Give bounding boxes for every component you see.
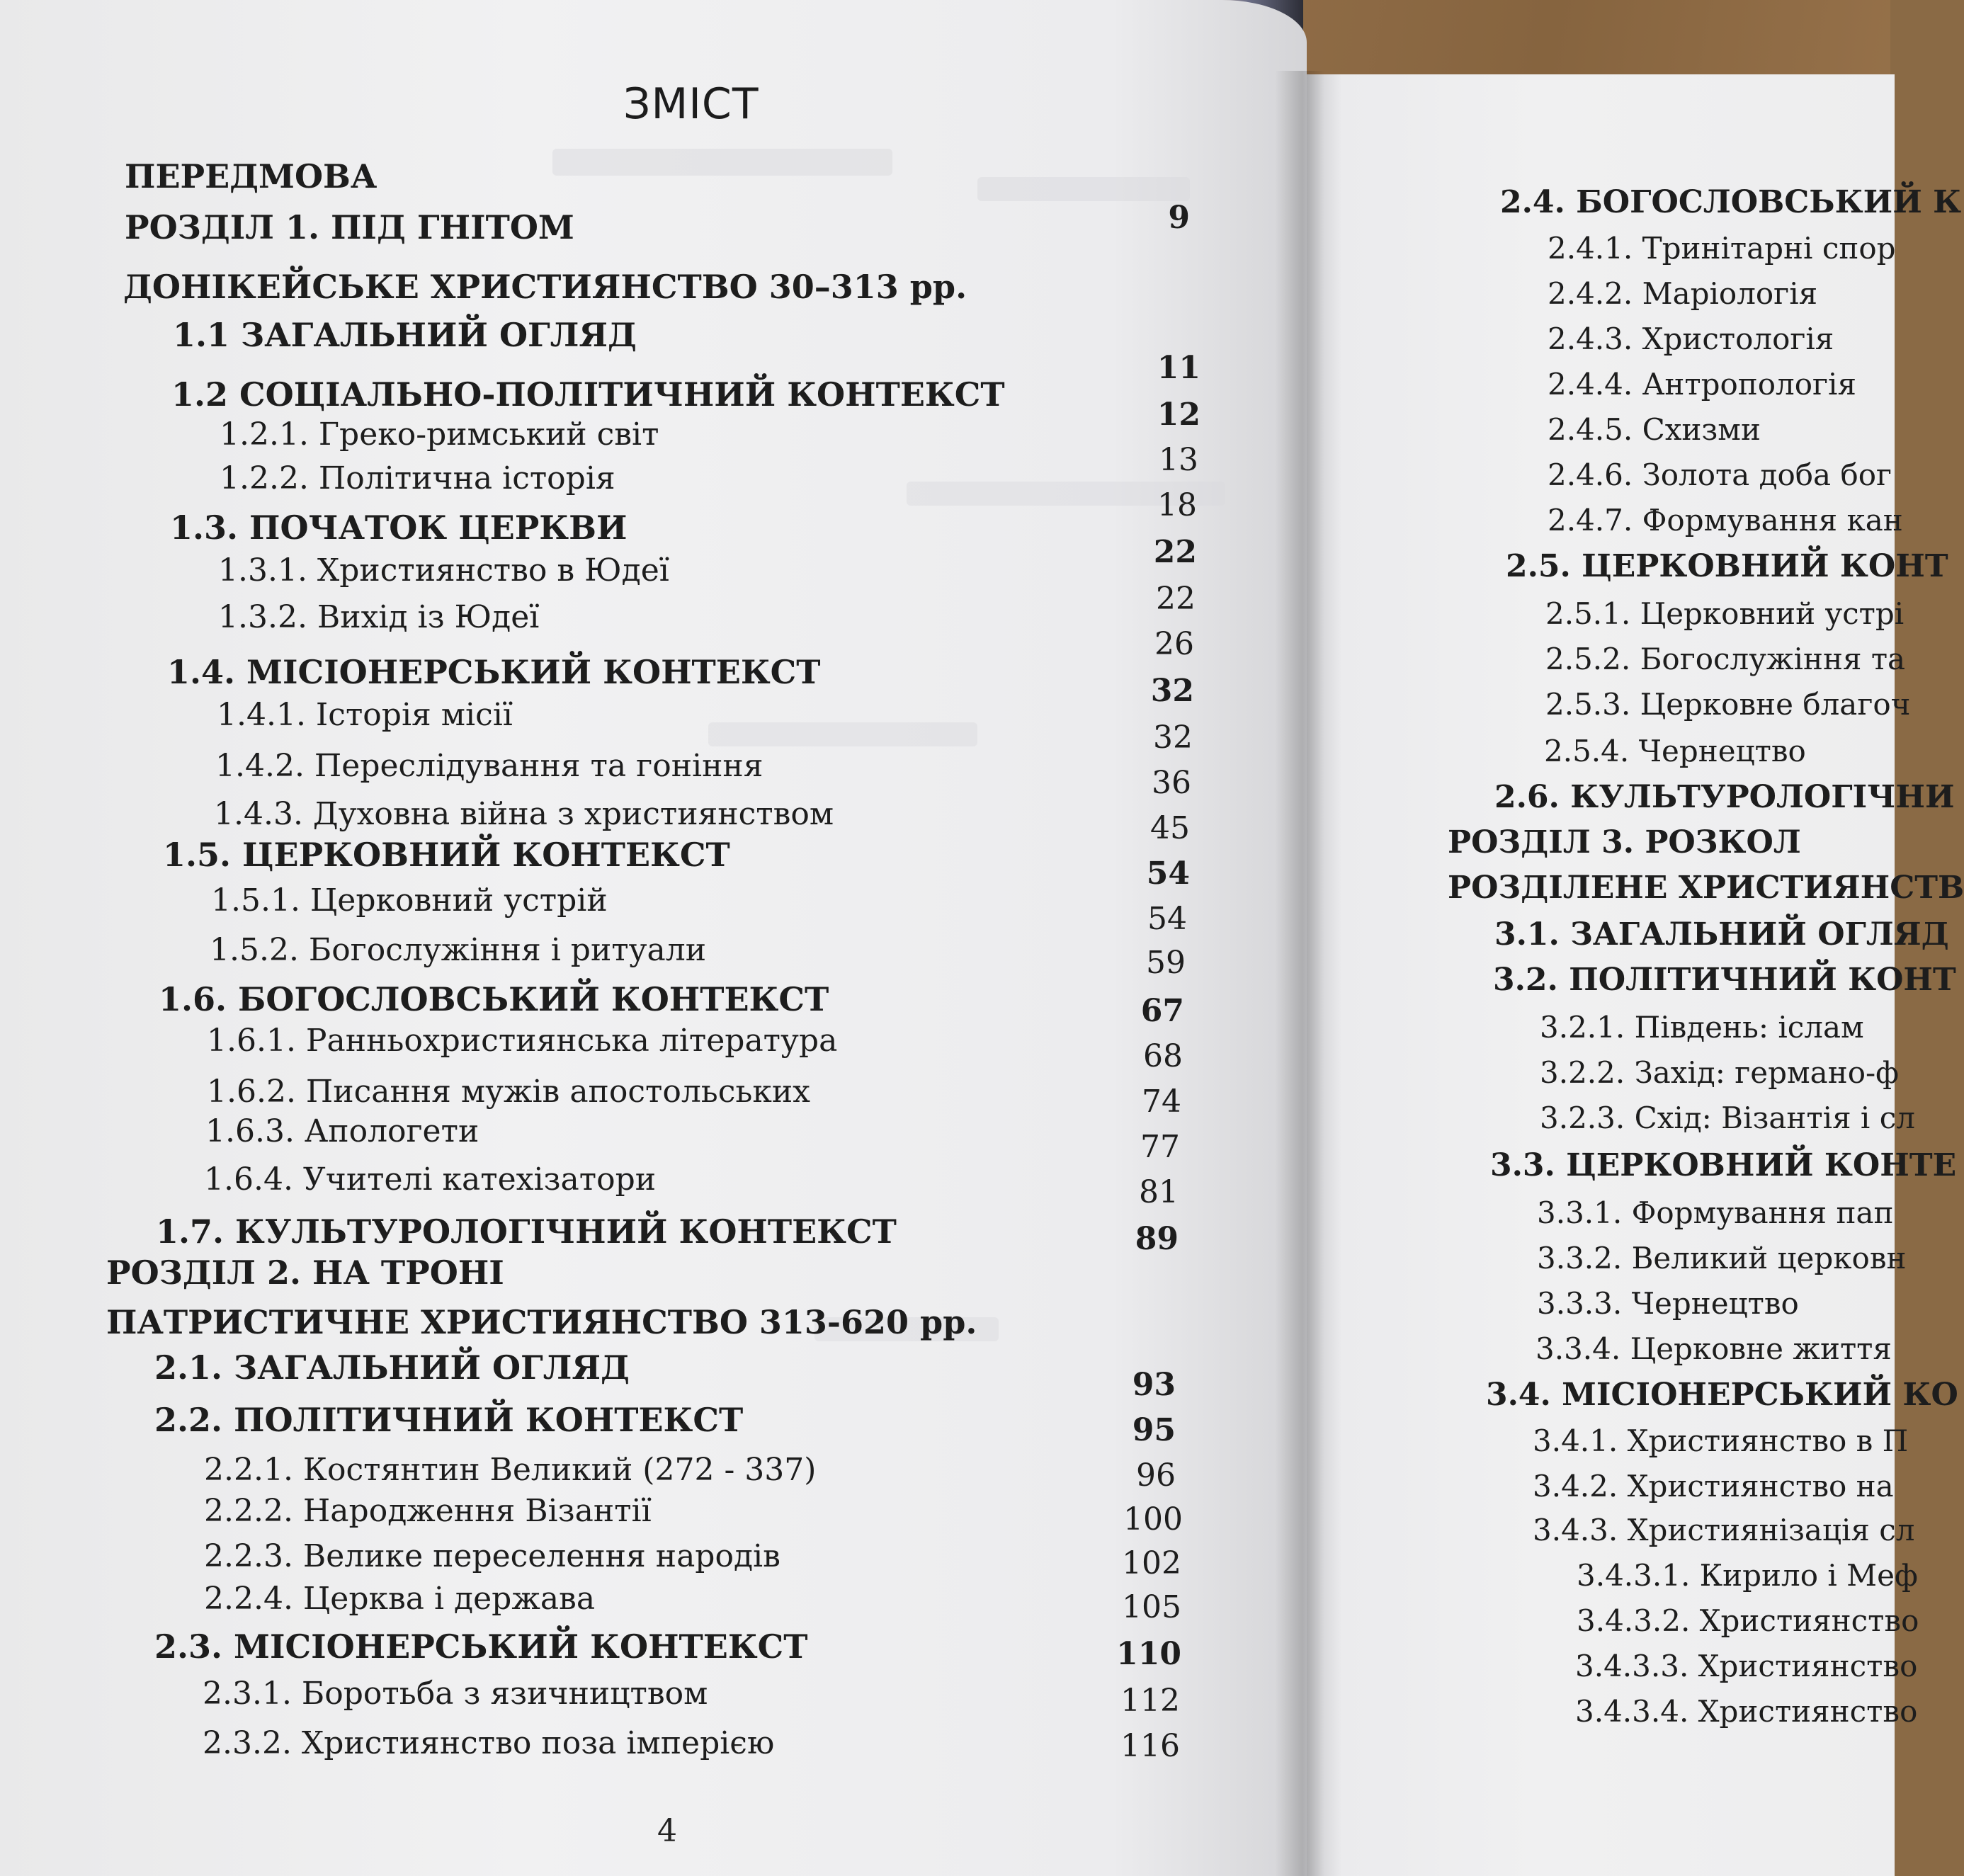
- toc-entry: 2.5.1. Церковний устрі: [1545, 596, 1905, 631]
- toc-entry: 2.2.4. Церква і держава: [204, 1581, 596, 1617]
- toc-entry: 1.2.2. Політична історія: [220, 460, 615, 496]
- toc-entry: 2.4.1. Тринітарні спор: [1548, 231, 1896, 266]
- toc-entry: 3.3.3. Чернецтво: [1537, 1286, 1799, 1321]
- toc-entry: ПАТРИСТИЧНЕ ХРИСТИЯНСТВО 313-620 рр.: [106, 1303, 977, 1341]
- toc-entry: 3.2. ПОЛІТИЧНИЙ КОНТ: [1493, 962, 1956, 998]
- toc-page-number: 81: [1139, 1174, 1179, 1210]
- toc-page-number: 36: [1152, 765, 1191, 801]
- toc-entry: 3.4.3. Християнізація сл: [1533, 1513, 1915, 1547]
- page-title: ЗМІСТ: [623, 79, 759, 129]
- toc-page-number: 12: [1157, 397, 1200, 433]
- toc-entry: 1.6.2. Писання мужів апостольських: [207, 1074, 810, 1110]
- bleed-through-mark: [552, 149, 892, 176]
- toc-page-number: 22: [1156, 581, 1196, 617]
- toc-entry: 3.3. ЦЕРКОВНИЙ КОНТЕ: [1490, 1147, 1957, 1183]
- toc-entry: 2.4.5. Схизми: [1548, 412, 1761, 447]
- toc-entry: 1.1 ЗАГАЛЬНИЙ ОГЛЯД: [173, 316, 637, 354]
- toc-entry: 2.5. ЦЕРКОВНИЙ КОНТ: [1506, 548, 1948, 584]
- toc-entry: 2.3.2. Християнство поза імперією: [203, 1725, 775, 1761]
- toc-entry: 3.4.3.1. Кирило і Меф: [1577, 1558, 1918, 1593]
- toc-entry: 3.2.1. Південь: іслам: [1540, 1010, 1864, 1045]
- toc-entry: 3.4.2. Християнство на: [1533, 1469, 1894, 1503]
- toc-entry: 3.4.3.4. Християнство: [1575, 1694, 1918, 1729]
- toc-page-number: 74: [1142, 1084, 1181, 1120]
- toc-entry: 1.7. КУЛЬТУРОЛОГІЧНИЙ КОНТЕКСТ: [156, 1212, 897, 1251]
- toc-page-number: 67: [1140, 993, 1184, 1029]
- toc-page-number: 59: [1146, 945, 1186, 981]
- bleed-through-mark: [977, 177, 1190, 201]
- toc-page-number: 22: [1153, 534, 1197, 570]
- toc-entry: 3.4.1. Християнство в П: [1533, 1423, 1909, 1458]
- toc-entry: 1.3.1. Християнство в Юдеї: [218, 552, 669, 589]
- toc-entry: 2.5.2. Богослужіння та: [1545, 642, 1906, 676]
- toc-page-number: 45: [1150, 810, 1190, 846]
- toc-page-number: 89: [1135, 1221, 1179, 1257]
- toc-entry: 2.4.2. Маріологія: [1548, 276, 1818, 311]
- toc-entry: 1.6. БОГОСЛОВСЬКИЙ КОНТЕКСТ: [159, 980, 829, 1018]
- toc-page-number: 18: [1157, 487, 1197, 523]
- toc-page-number: 32: [1150, 673, 1194, 709]
- toc-entry: 2.2.3. Велике переселення народів: [204, 1538, 781, 1574]
- toc-page-number: 54: [1146, 855, 1190, 892]
- toc-entry: 2.5.4. Чернецтво: [1544, 734, 1806, 768]
- toc-entry: 2.3. МІСІОНЕРСЬКИЙ КОНТЕКСТ: [154, 1627, 808, 1666]
- toc-entry: ДОНІКЕЙСЬКЕ ХРИСТИЯНСТВО 30–313 рр.: [123, 268, 967, 306]
- toc-page-number: 68: [1143, 1038, 1183, 1074]
- toc-entry: ПЕРЕДМОВА: [125, 157, 378, 195]
- toc-entry: РОЗДІЛ 2. НА ТРОНІ: [106, 1253, 504, 1292]
- toc-entry: 1.6.4. Учителі катехізатори: [204, 1161, 657, 1198]
- toc-entry: 2.2.2. Народження Візантії: [204, 1493, 652, 1529]
- toc-entry: 1.3.2. Вихід із Юдеї: [218, 599, 540, 635]
- toc-page-number: 110: [1116, 1636, 1181, 1672]
- toc-entry: 1.3. ПОЧАТОК ЦЕРКВИ: [170, 508, 628, 547]
- toc-page-number: 96: [1136, 1457, 1176, 1494]
- page-number: 4: [657, 1813, 677, 1849]
- toc-entry: 2.4.3. Христологія: [1548, 322, 1834, 356]
- toc-page-number: 100: [1123, 1501, 1183, 1537]
- toc-entry: 2.2. ПОЛІТИЧНИЙ КОНТЕКСТ: [154, 1401, 744, 1439]
- toc-page-number: 9: [1168, 200, 1190, 236]
- toc-page-number: 116: [1120, 1728, 1180, 1764]
- toc-page-number: 105: [1122, 1589, 1181, 1625]
- toc-entry: РОЗДІЛ 3. РОЗКОЛ: [1448, 824, 1801, 860]
- toc-page-number: 32: [1153, 720, 1193, 756]
- toc-entry: 2.2.1. Костянтин Великий (272 - 337): [204, 1452, 817, 1488]
- bleed-through-mark: [708, 722, 977, 746]
- toc-page-number: 13: [1159, 442, 1198, 478]
- toc-page-number: 77: [1140, 1129, 1180, 1165]
- toc-entry: 1.6.3. Апологети: [205, 1113, 479, 1149]
- toc-entry: 1.6.1. Ранньохристиянська література: [207, 1023, 838, 1059]
- toc-page-number: 95: [1132, 1412, 1176, 1448]
- toc-entry: 3.4. МІСІОНЕРСЬКИЙ КО: [1486, 1377, 1958, 1413]
- toc-entry: 2.4.7. Формування кан: [1548, 503, 1903, 538]
- toc-entry: 2.6. КУЛЬТУРОЛОГІЧНИ: [1494, 779, 1955, 815]
- toc-entry: 1.2.1. Греко-римський світ: [220, 416, 659, 453]
- toc-entry: 1.2 СОЦІАЛЬНО-ПОЛІТИЧНИЙ КОНТЕКСТ: [171, 375, 1005, 414]
- toc-entry: 1.4. МІСІОНЕРСЬКИЙ КОНТЕКСТ: [167, 653, 821, 691]
- toc-entry: 3.3.4. Церковне життя: [1536, 1331, 1892, 1366]
- toc-page-number: 11: [1157, 350, 1200, 386]
- toc-entry: 1.4.3. Духовна війна з християнством: [214, 796, 834, 832]
- toc-page-number: 54: [1147, 901, 1187, 937]
- toc-entry: РОЗДІЛЕНЕ ХРИСТИЯНСТВ: [1448, 870, 1964, 906]
- toc-entry: 3.3.1. Формування пап: [1537, 1195, 1894, 1230]
- toc-entry: 1.5.1. Церковний устрій: [211, 882, 608, 919]
- toc-entry: 2.4. БОГОСЛОВСЬКИЙ К: [1500, 184, 1962, 220]
- toc-entry: 3.4.3.3. Християнство: [1575, 1649, 1918, 1683]
- toc-page-number: 93: [1132, 1367, 1176, 1403]
- toc-entry: 1.4.1. Історія місії: [217, 697, 513, 733]
- toc-page-number: 102: [1122, 1545, 1181, 1581]
- toc-entry: 1.4.2. Переслідування та гоніння: [215, 748, 764, 784]
- toc-entry: 1.5.2. Богослужіння і ритуали: [210, 932, 707, 968]
- toc-page-number: 26: [1154, 626, 1194, 662]
- book-spine-shadow: [1275, 71, 1324, 1876]
- toc-entry: РОЗДІЛ 1. ПІД ГНІТОМ: [125, 208, 574, 246]
- toc-entry: 3.2.3. Схід: Візантія і сл: [1540, 1101, 1915, 1135]
- toc-entry: 2.5.3. Церковне благоч: [1545, 687, 1911, 722]
- toc-entry: 1.5. ЦЕРКОВНИЙ КОНТЕКСТ: [163, 836, 730, 874]
- toc-entry: 3.3.2. Великий церковн: [1537, 1241, 1907, 1275]
- toc-entry: 2.1. ЗАГАЛЬНИЙ ОГЛЯД: [154, 1348, 630, 1387]
- toc-entry: 2.3.1. Боротьба з язичництвом: [203, 1676, 708, 1712]
- toc-entry: 2.4.6. Золота доба бог: [1548, 457, 1892, 492]
- toc-page-number: 112: [1120, 1683, 1180, 1719]
- toc-entry: 2.4.4. Антропологія: [1548, 367, 1856, 402]
- toc-entry: 3.4.3.2. Християнство: [1577, 1603, 1919, 1638]
- toc-entry: 3.1. ЗАГАЛЬНИЙ ОГЛЯД: [1494, 916, 1949, 953]
- toc-entry: 3.2.2. Захід: германо-ф: [1540, 1055, 1900, 1090]
